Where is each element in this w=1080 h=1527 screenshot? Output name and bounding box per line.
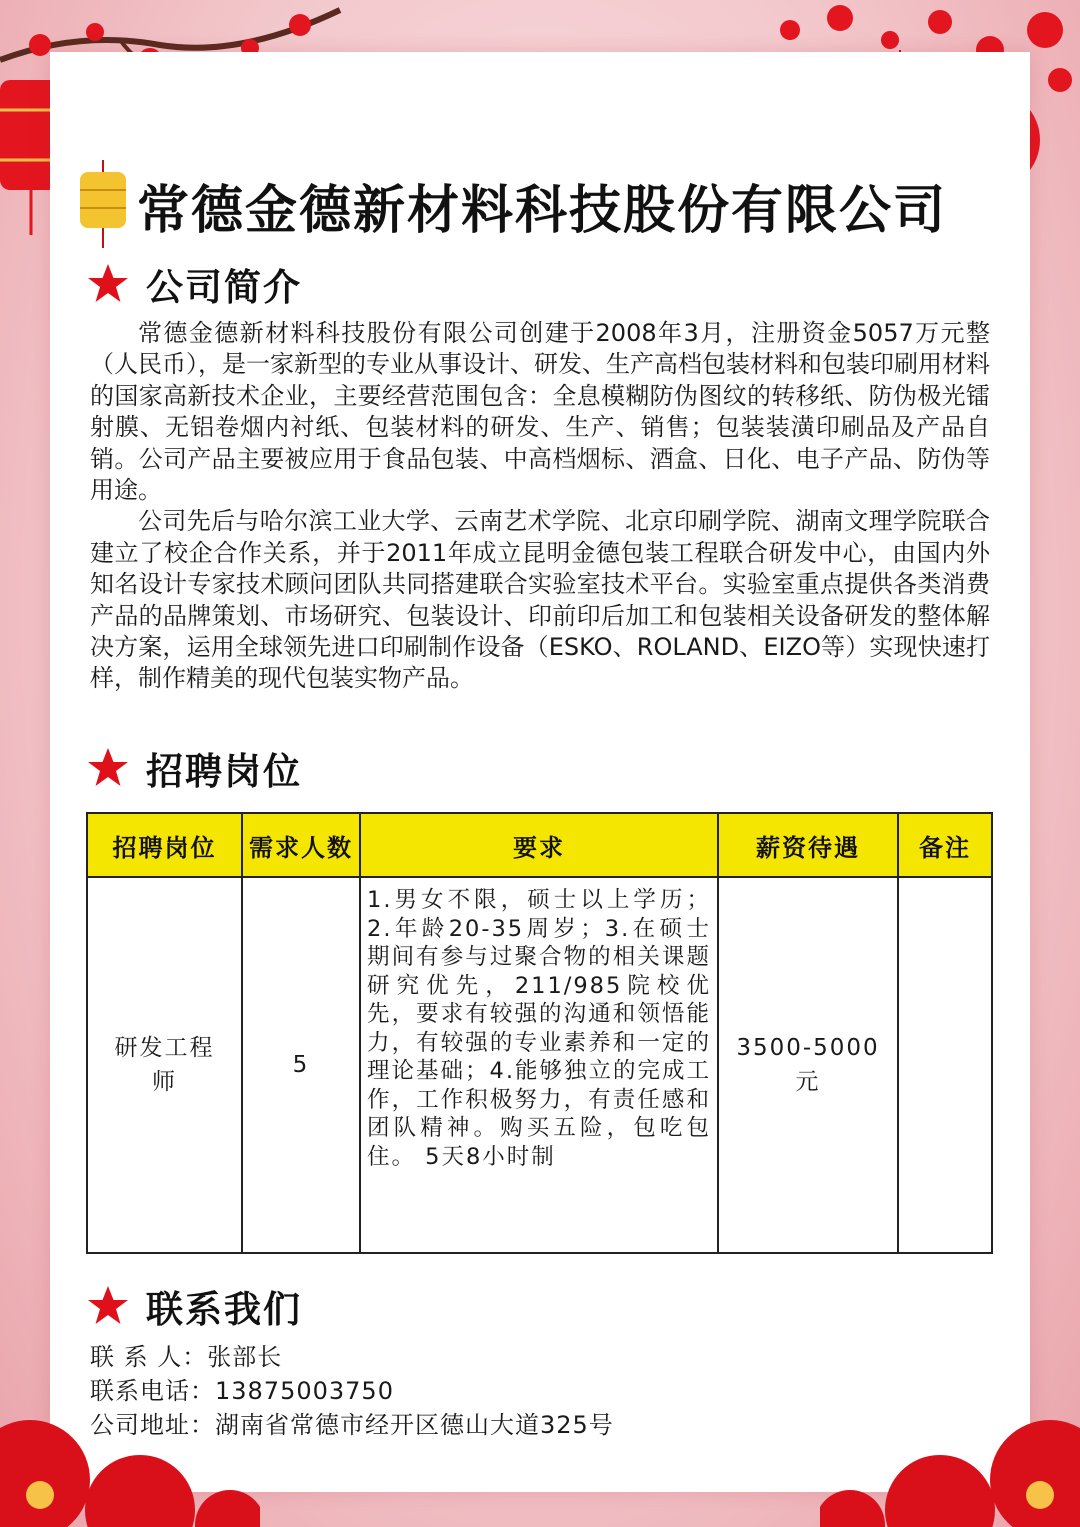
- contact-address-row: [90, 1408, 890, 1442]
- salary-text: 3500-5000元: [736, 1035, 880, 1095]
- col-header-count: 需求人数: [242, 813, 360, 877]
- col-header-position: 招聘岗位: [87, 813, 242, 877]
- section-title: 招聘岗位: [146, 750, 302, 793]
- table-header-row: [87, 813, 992, 877]
- intro-paragraph: 公司先后与哈尔滨工业大学、云南艺术学院、北京印刷学院、湖南文理学院联合建立了校企合作关系，并于2011年成立昆明金德包装工程联合研发中心，由国内外知名设计专家技术顾问团队共同搭建联合实验室技术平台。实验室重点提供各类消费产品的品牌策划、市场研究、包装设计、印前印后加工和包装相关设备研发的整体解决方案，运用全球领先进口印刷制作设备（ESKO、ROLAND、EIZO等）实现快速打样，制作精美的现代包装实物产品。: [90, 507, 990, 693]
- intro-paragraph: 常德金德新材料科技股份有限公司创建于2008年3月，注册资金5057万元整（人民币），是一家新型的专业从事设计、研发、生产高档包装材料和包装印刷用材料的国家高新技术企业，主要经营范围包含：全息模糊防伪图纹的转移纸、防伪极光镭射膜、无铝卷烟内衬纸、包装材料的研发、生产、销售；包装装潢印刷品及产品自销。公司产品主要被应用于食品包装、中高档烟标、酒盒、日化、电子产品、防伪等用途。: [90, 319, 990, 505]
- contact-phone-label: 联系电话：: [90, 1377, 215, 1405]
- company-intro: [90, 318, 990, 695]
- contact-person-value: 张部长: [207, 1343, 283, 1371]
- contact-info: [90, 1340, 890, 1442]
- cell-count: 5: [242, 877, 360, 1253]
- star-icon: [86, 1284, 130, 1328]
- star-icon: [86, 262, 130, 306]
- company-title: 常德金德新材料科技股份有限公司: [137, 181, 948, 241]
- table-row: [87, 877, 992, 1253]
- section-jobs-heading: [86, 744, 302, 792]
- contact-address-value: 湖南省常德市经开区德山大道325号: [215, 1411, 614, 1439]
- section-contact-heading: [86, 1282, 302, 1330]
- contact-phone-row: [90, 1374, 890, 1408]
- cell-note: [898, 877, 992, 1253]
- cell-salary: [718, 877, 898, 1253]
- cell-requirements: 1.男女不限，硕士以上学历；2.年龄20-35周岁；3.在硕士期间有参与过聚合物的相关课题研究优先，211/985院校优先，要求有较强的沟通和领悟能力，有较强的专业素养和一定的理论基础；4.能够独立的完成工作，工作积极努力，有责任感和团队精神。购买五险，包吃包住。 5天8小时制: [360, 877, 718, 1253]
- section-title: 联系我们: [146, 1288, 302, 1331]
- star-icon: [86, 746, 130, 790]
- position-text: 研发工程师: [114, 1035, 215, 1095]
- col-header-salary: 薪资待遇: [718, 813, 898, 877]
- section-title: 公司简介: [146, 266, 302, 309]
- jobs-table: [86, 812, 993, 1254]
- contact-person-row: [90, 1340, 890, 1374]
- col-header-note: 备注: [898, 813, 992, 877]
- col-header-requirements: 要求: [360, 813, 718, 877]
- contact-phone-value: 13875003750: [215, 1377, 394, 1405]
- section-intro-heading: [86, 260, 302, 308]
- contact-person-label: 联 系 人：: [90, 1343, 208, 1371]
- contact-address-label: 公司地址：: [90, 1411, 215, 1439]
- gold-lantern-icon: [78, 160, 128, 250]
- cell-position: [87, 877, 242, 1253]
